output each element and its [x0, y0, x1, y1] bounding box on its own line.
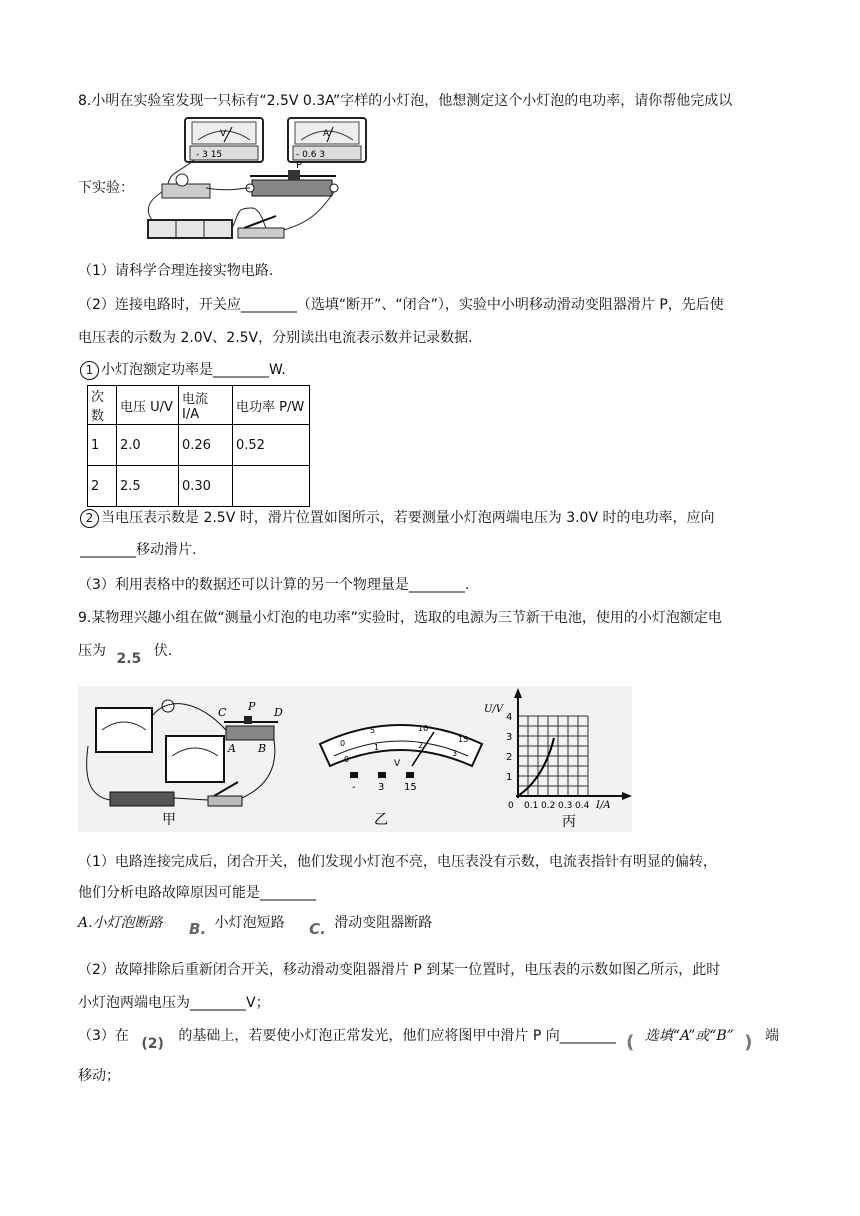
- ammeter-scale: - 0.6 3: [296, 150, 326, 160]
- voltmeter-label: V: [220, 129, 227, 139]
- table-cell: 2.0: [117, 425, 179, 466]
- q8-sub1-text: 小灯泡额定功率是________W.: [101, 362, 286, 378]
- yi-scale-bottom-1: 1: [374, 743, 380, 752]
- q9-part3-ref-image: (2): [141, 1036, 164, 1052]
- yi-scale-top-3: 15: [458, 735, 469, 744]
- yi-scale-top-2: 10: [418, 724, 429, 733]
- table-cell: 0.52: [233, 425, 310, 466]
- option-c-letter: C.: [309, 920, 326, 938]
- q9-part3-choice: 选填“A”或“B”: [644, 1028, 734, 1044]
- table-cell: [233, 466, 310, 507]
- q9-part3-paren-right: ): [744, 1032, 753, 1053]
- label-a: A: [228, 742, 236, 755]
- q8-line1: 8.小明在实验室发现一只标有“2.5V 0.3A”字样的小灯泡，他想测定这个小灯泡的电功率，请你帮他完成以: [78, 93, 733, 109]
- voltmeter-icon: [185, 118, 263, 162]
- q8-part3: （3）利用表格中的数据还可以计算的另一个物理量是________.: [78, 577, 470, 593]
- table-row: [88, 425, 310, 466]
- bing-curve: [518, 738, 554, 796]
- rheostat-icon: [246, 160, 338, 196]
- label-b: B: [258, 742, 267, 755]
- table-cell: 1: [88, 425, 117, 466]
- table-cell: 0.26: [179, 425, 233, 466]
- q8-sub2: [80, 508, 714, 528]
- q9-voltage-image-text: 2.5: [116, 651, 142, 667]
- table-cell: 2: [88, 466, 117, 507]
- bing-xtick-0.4: 0.4: [575, 801, 590, 811]
- table-header-cell: 电功率 P/W: [233, 386, 310, 425]
- label-p: P: [248, 700, 256, 713]
- q8-circuit-figure: [140, 112, 450, 248]
- q8-part2-line1: （2）连接电路时，开关应________（选填“断开”、“闭合”），实验中小明移动滑动变阻器滑片 P，先后使: [78, 297, 724, 313]
- q8-part2-line2: 电压表的示数为 2.0V、2.5V，分别读出电流表示数并记录数据.: [78, 330, 473, 346]
- q9-part2-line2: 小灯泡两端电压为________V；: [78, 995, 270, 1011]
- q8-data-table: [87, 385, 310, 507]
- q9-part3-line2: 移动；: [78, 1068, 120, 1084]
- table-cell: 0.30: [179, 466, 233, 507]
- bing-ytick-1: 1: [506, 772, 513, 783]
- table-header-cell: 电流 I/A: [179, 386, 233, 425]
- bing-ytick-3: 3: [506, 732, 513, 743]
- bing-xtick-0.3: 0.3: [558, 801, 573, 811]
- q8-line2: 下实验：: [78, 180, 134, 196]
- q9-options: [78, 912, 433, 938]
- q9-part3-pre: （3）在: [78, 1028, 129, 1044]
- voltmeter-scale: - 3 15: [196, 150, 223, 160]
- q8-sub2-line2: ________移动滑片.: [80, 542, 197, 558]
- q9-line2-pre: 压为: [78, 643, 106, 659]
- option-b-letter: B.: [189, 920, 207, 938]
- bing-xtick-0.1: 0.1: [524, 801, 539, 811]
- q8-sub2-text: 当电压表示数是 2.5V 时，滑片位置如图所示，若要测量小灯泡两端电压为 3.0V 时的电功率，应向: [101, 510, 715, 526]
- yi-scale-top-0: 0: [340, 739, 346, 748]
- bing-xtick-0.2: 0.2: [541, 801, 556, 811]
- label-d: D: [274, 706, 283, 719]
- caption-yi: 乙: [374, 812, 388, 828]
- q9-part3-line1: [78, 1025, 779, 1053]
- q9-part3-mid: 的基础上，若要使小灯泡正常发光，他们应将图甲中滑片 P 向________: [178, 1028, 616, 1044]
- yi-unit: V: [394, 759, 401, 769]
- table-cell: 2.5: [117, 466, 179, 507]
- yi-scale-top-1: 5: [370, 726, 376, 735]
- circled-number-1: 1: [80, 361, 99, 380]
- table-header-cell: 电压 U/V: [117, 386, 179, 425]
- bulb-icon: [162, 174, 210, 198]
- q9-line2-post: 伏.: [153, 643, 173, 659]
- label-c: C: [218, 706, 227, 719]
- ammeter-label: A: [323, 129, 330, 139]
- yi-terminal-3: 3: [378, 782, 385, 793]
- caption-jia: 甲: [162, 812, 176, 828]
- q8-sub1: [80, 360, 286, 380]
- option-c: 滑动变阻器断路: [334, 915, 433, 931]
- bing-origin: 0: [508, 801, 514, 811]
- q8-part1: （1）请科学合理连接实物电路.: [78, 263, 274, 279]
- figure-bing: [484, 688, 632, 830]
- yi-terminal-15: 15: [404, 782, 417, 793]
- circled-number-2: 2: [80, 509, 99, 528]
- battery-icon: [148, 220, 232, 238]
- figure-jia: [87, 700, 283, 828]
- bing-ytick-4: 4: [506, 712, 513, 723]
- table-header-row: [88, 386, 310, 425]
- q9-part3-end: 端: [764, 1028, 779, 1044]
- yi-scale-bottom-0: 0: [344, 755, 350, 764]
- bing-xlabel: I/A: [596, 800, 611, 811]
- yi-scale-bottom-2: 2: [418, 741, 424, 750]
- q9-part1-line1: （1）电路连接完成后，闭合开关，他们发现小灯泡不亮，电压表没有示数，电流表指针有明显的偏转，: [78, 854, 717, 870]
- slider-label: P: [296, 160, 303, 171]
- q9-line2: [78, 641, 173, 667]
- caption-bing: 丙: [562, 814, 576, 830]
- q9-part1-line2: 他们分析电路故障原因可能是________: [78, 885, 316, 901]
- bing-ytick-2: 2: [506, 752, 513, 763]
- bing-ylabel: U/V: [484, 704, 504, 715]
- switch-icon: [238, 216, 284, 238]
- figure-yi: [320, 724, 482, 828]
- yi-terminal-neg: -: [352, 782, 356, 793]
- q9-figures: [78, 686, 632, 832]
- q9-part3-paren-left: (: [626, 1032, 635, 1053]
- table-header-cell: 次数: [88, 386, 117, 425]
- yi-scale-bottom-3: 3: [452, 749, 458, 758]
- q9-part2-line1: （2）故障排除后重新闭合开关，移动滑动变阻器滑片 P 到某一位置时，电压表的示数如图乙所示，此时: [78, 962, 721, 978]
- option-a: A.小灯泡断路: [78, 915, 163, 931]
- table-row: [88, 466, 310, 507]
- ammeter-icon: [288, 118, 366, 162]
- option-b: 小灯泡短路: [214, 915, 285, 931]
- q9-line1: 9.某物理兴趣小组在做“测量小灯泡的电功率”实验时，选取的电源为三节新干电池，使用的小灯泡额定电: [78, 610, 722, 626]
